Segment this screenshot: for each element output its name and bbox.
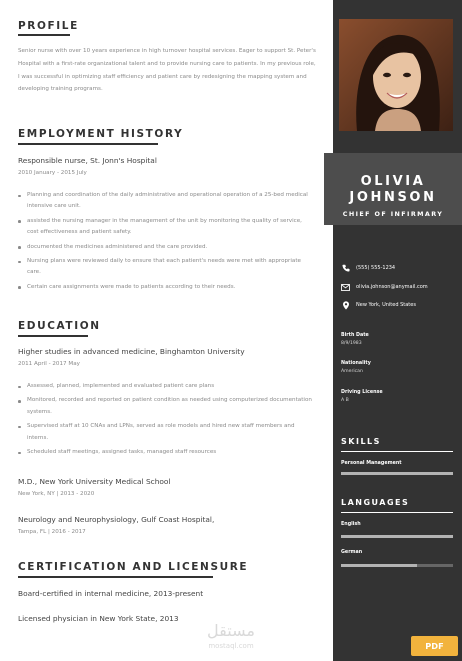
location-row	[341, 300, 416, 310]
phone-icon	[341, 264, 350, 273]
svg-text:mostaql.com: mostaql.com	[208, 642, 254, 650]
language-bar-fill	[341, 535, 453, 538]
list-item: Assessed, planned, implemented and evaluated patient care plans	[18, 381, 314, 392]
list-item: Supervised staff at 10 CNAs and LPNs, served as role models and hired new staff members and interns.	[18, 421, 314, 444]
driving-license-label: Driving License	[341, 390, 383, 395]
skill-label: Personal Management	[341, 461, 402, 466]
employment-bullets	[18, 190, 314, 296]
phone-text: (555) 555-1234	[356, 265, 396, 271]
skill-bar	[341, 472, 453, 475]
location-pin-icon	[341, 301, 350, 310]
svg-text:مستقل: مستقل	[207, 621, 255, 640]
email-row	[341, 282, 428, 292]
profile-text: Senior nurse with over 10 years experience in high turnover hospital services. Eager to support St. Peter's Hospital with a first-rate organizational talent and to provide nursing care to patients. In my previous role, I was successful in optimizing staff efficiency and patient care by redesigning the mapping system and developing training programs.	[18, 48, 316, 93]
profile-underline	[18, 34, 70, 36]
job-dates: 2010 January - 2015 July	[18, 170, 87, 176]
list-item: documented the medicines administered and the care provided.	[18, 242, 314, 253]
certification-item: Board-certified in internal medicine, 2013-present	[18, 589, 204, 598]
languages-heading: LANGUAGES	[341, 498, 410, 507]
nationality-label: Nationality	[341, 361, 371, 366]
driving-license-value: A B	[341, 398, 349, 403]
pdf-button[interactable]: PDF	[411, 636, 458, 656]
language-label: English	[341, 522, 361, 527]
education-bullets	[18, 381, 314, 461]
job-role: CHIEF OF INFIRMARY	[342, 210, 444, 218]
skills-heading: SKILLS	[341, 437, 381, 446]
email-icon	[341, 283, 350, 292]
education-title-3: Neurology and Neurophysiology, Gulf Coast Hospital,	[18, 515, 215, 524]
list-item: Certain care assignments were made to patients according to their needs.	[18, 282, 314, 293]
list-item: assisted the nursing manager in the management of the unit by monitoring the quality of service, cost effectiveness and patient safety.	[18, 216, 314, 239]
nationality-value: American	[341, 369, 363, 374]
phone-row	[341, 263, 395, 273]
language-bar-fill	[341, 564, 417, 567]
education-title-1: Higher studies in advanced medicine, Binghamton University	[18, 347, 245, 356]
employment-underline	[18, 143, 158, 145]
profile-heading: PROFILE	[18, 20, 79, 32]
watermark-logo	[200, 618, 262, 652]
list-item: Scheduled staff meetings, assigned tasks, managed staff resources	[18, 447, 314, 458]
education-heading: EDUCATION	[18, 320, 101, 332]
certification-underline	[18, 576, 213, 578]
education-dates-1: 2011 April - 2017 May	[18, 361, 80, 367]
language-label: German	[341, 550, 363, 555]
language-bar	[341, 564, 453, 567]
education-underline	[18, 335, 88, 337]
list-item: Monitored, recorded and reported on patient condition as needed using computerized documentation systems.	[18, 395, 314, 418]
location-text: New York, United States	[356, 302, 416, 308]
first-name: OLIVIA	[360, 174, 426, 189]
employment-heading: EMPLOYMENT HISTORY	[18, 128, 184, 140]
profile-photo	[339, 19, 453, 131]
skills-underline	[341, 451, 453, 452]
education-dates-2: New York, NY | 2013 - 2020	[18, 491, 95, 497]
skill-bar-fill	[341, 472, 453, 475]
email-text: olivia.johnson@anymail.com	[356, 284, 428, 290]
certification-item: Licensed physician in New York State, 2013	[18, 614, 179, 623]
job-title: Responsible nurse, St. Jonn's Hospital	[18, 156, 157, 165]
list-item: Planning and coordination of the daily administrative and operational operation of a 25-bed medical intensive care unit.	[18, 190, 314, 213]
languages-underline	[341, 512, 453, 513]
list-item: Nursing plans were reviewed daily to ensure that each patient's needs were met with appropriate care.	[18, 256, 314, 279]
education-dates-3: Tampa, FL | 2016 - 2017	[18, 529, 86, 535]
birth-date-value: 8/9/1983	[341, 341, 362, 346]
last-name: JOHNSON	[349, 190, 437, 205]
education-title-2: M.D., New York University Medical School	[18, 477, 171, 486]
birth-date-label: Birth Date	[341, 333, 369, 338]
language-bar	[341, 535, 453, 538]
certification-heading: CERTIFICATION AND LICENSURE	[18, 561, 249, 573]
